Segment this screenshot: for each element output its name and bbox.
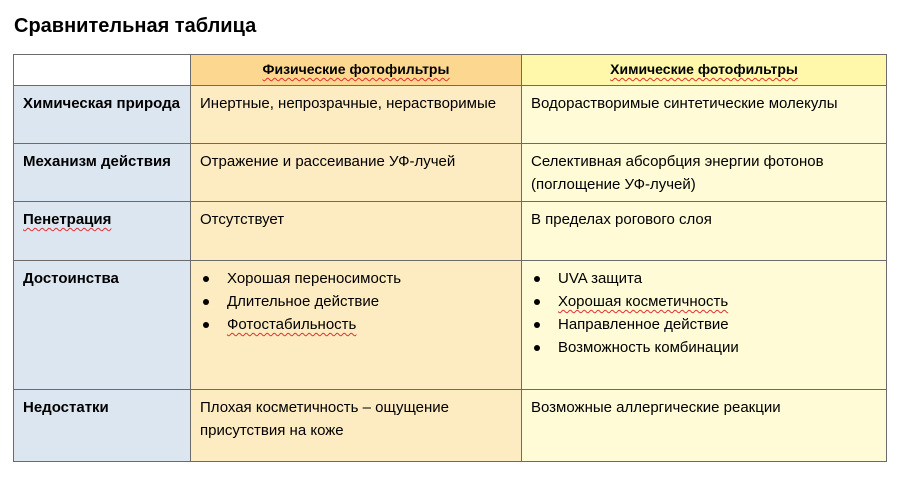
- cell-physical-penetration: Отсутствует: [191, 202, 522, 261]
- cell-physical-mechanism: Отражение и рассеивание УФ-лучей: [191, 144, 522, 202]
- table-row-penetration: [14, 202, 887, 261]
- table-row-chemical-nature: [14, 86, 887, 144]
- header-chemical-filters: [522, 55, 887, 86]
- list-item: Длительное действие: [200, 290, 512, 313]
- cell-physical-chemical-nature: Инертные, непрозрачные, нерастворимые: [191, 86, 522, 144]
- cell-physical-disadvantages: Плохая косметичность – ощущение присутствия на коже: [191, 390, 522, 462]
- cell-chemical-advantages: [522, 261, 887, 390]
- table-row-advantages: [14, 261, 887, 390]
- list-item: Направленное действие: [531, 313, 877, 336]
- list-item: [531, 290, 877, 313]
- cell-chemical-mechanism: Селективная абсорбция энергии фотонов (поглощение УФ-лучей): [522, 144, 887, 202]
- header-chemical-label: Химические фотофильтры: [610, 61, 798, 77]
- list-item-text: Хорошая косметичность: [558, 293, 729, 310]
- comparison-table: [13, 54, 887, 462]
- chemical-advantages-list: [531, 267, 877, 359]
- cell-chemical-disadvantages: Возможные аллергические реакции: [522, 390, 887, 462]
- physical-advantages-list: [200, 267, 512, 336]
- table-header-row: [14, 55, 887, 86]
- row-label-mechanism: Механизм действия: [14, 144, 191, 202]
- header-physical-label: Физические фотофильтры: [262, 61, 450, 77]
- list-item: UVA защита: [531, 267, 877, 290]
- page-title: Сравнительная таблица: [14, 15, 257, 37]
- row-label-disadvantages: Недостатки: [14, 390, 191, 462]
- list-item: Хорошая переносимость: [200, 267, 512, 290]
- header-physical-filters: [191, 55, 522, 86]
- header-empty-cell: [14, 55, 191, 86]
- row-label-penetration-text: Пенетрация: [23, 211, 112, 228]
- cell-chemical-chemical-nature: Водорастворимые синтетические молекулы: [522, 86, 887, 144]
- row-label-advantages: Достоинства: [14, 261, 191, 390]
- row-label-penetration: [14, 202, 191, 261]
- list-item-text: Фотостабильность: [227, 316, 357, 333]
- cell-physical-advantages: [191, 261, 522, 390]
- table-row-mechanism: [14, 144, 887, 202]
- cell-chemical-penetration: В пределах рогового слоя: [522, 202, 887, 261]
- table-row-disadvantages: [14, 390, 887, 462]
- list-item: [200, 313, 512, 336]
- list-item: Возможность комбинации: [531, 336, 877, 359]
- row-label-chemical-nature: Химическая природа: [14, 86, 191, 144]
